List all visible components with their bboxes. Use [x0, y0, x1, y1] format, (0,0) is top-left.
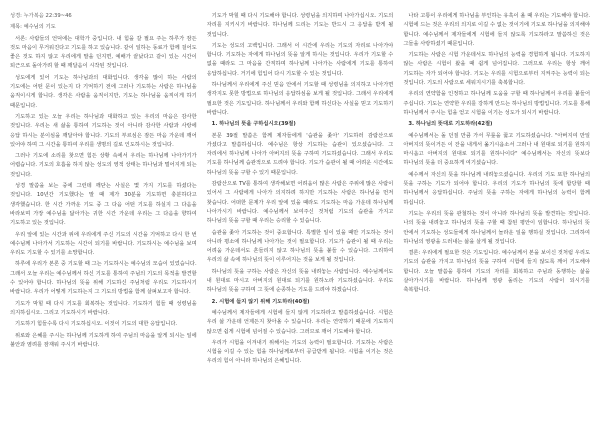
section-heading: 3. 하나님의 뜻대로 기도하라(42절) [408, 121, 493, 128]
paragraph: 위로와 은혜를 주시는 하나님께 기도하게 하여 주님의 마음을 알게 되시는 일에 불안과 염려를 잠재워 주시기 바랍니다. [10, 332, 197, 348]
paragraph: 감람산으로 TV를 통하여 생각해보면 어려움이 많은 사람은 주위에 많은 사람이 있어서 그 사람에게 나아가 의지하려 하지만 기도하는 사람은 하나님을 먼저 찾습니다. 어떠한 문제가 우리 앞에 있을 때라도 기도하는 마음 가운데 하나님께 나아가시기 바랍니다. 예수님께서 보여주신 것처럼 기도의 습관을 가지고 하나님의 뜻을 구할 때 우리는 승리할 수 있습니다. [206, 181, 394, 225]
paragraph: 하나님의 뜻을 구하는 사람은 자신의 뜻을 내려놓는 사람입니다. 예수님께서도 내 원대로 마시고 아버지의 원대로 되기를 원하노라 기도하셨습니다. 우리도 하나님의 뜻을 구하며 그 뜻에 순종하는 기도를 드려야 하겠습니다. [206, 268, 394, 294]
paragraph: 습관을 좇아 기도하는 것이 중요합니다. 특별한 일이 있을 때만 기도하는 것이 아니라 평소에 하나님께 나아가는 것이 필요합니다. 기도가 습관이 될 때 우리는 어려움 가운데서도 흔들리지 않고 하나님의 뜻을 붙들 수 있습니다. 그리하여 우리의 삶 속에 하나님의 뜻이 이루어지는 것을 보게 될 것입니다. [206, 229, 394, 264]
paragraph: 예수께서 자신의 뜻을 하나님께 내려놓으셨습니다. 우리의 기도 또한 하나님의 뜻을 구하는 기도가 되어야 합니다. 우리의 기도가 하나님의 뜻에 합당할 때 하나님께서 응답하십니다. 주님의 뜻을 구하는 자에게 하나님의 능력이 함께 하십니다. [403, 171, 591, 206]
column-body [10, 35, 197, 351]
column-body [403, 12, 590, 296]
paragraph: 기도가 막힐 때 다시 기도를 회복하는 것입니다. 기도하기 힘들 때 성령님을 의지하십시오. 그리고 기도하시기 바랍니다. [10, 300, 197, 316]
text-column-2 [207, 12, 394, 418]
paragraph: 나타 고통이 우리에게 하나님을 부인하는 유혹이 올 때 우리는 기도해야 합니다. 시험에 드는 것은 우리의 의지로 이길 수 없는 것이기에 기도로 하나님을 의지해야 합니다. 예수님께서 제자들에게 시험에 들지 않도록 기도하라고 말씀하신 것은 그들을 사랑하셨기 때문입니다. [403, 13, 591, 47]
paragraph: 우리 앞에 있는 시간과 위에 우리에게 주신 기도의 시간을 기억하고 다시 한 번 예수님께 나아가서 기도하는 시간이 되기를 바랍니다. 기도하시는 예수님을 보며 우리도 기도할 수 있기를 소망합니다. [10, 231, 197, 257]
text-column-1 [10, 12, 197, 418]
paragraph: 우리가 시험을 이겨내기 위해서는 기도의 능력이 필요합니다. 기도하는 사람은 시험을 이길 수 있는 힘을 하나님께로부터 공급받게 됩니다. 시험을 이기는 것은 우리의 힘이 아니라 하나님의 은혜입니다. [206, 339, 394, 365]
paragraph: 결론: 우리에게 필요한 것은 기도입니다. 예수님께서 본을 보이신 것처럼 우리도 기도의 습관을 가지고 하나님의 뜻을 구하며 시험에 들지 않도록 깨어 기도해야 합니다. 오늘 말씀을 통하여 기도의 자리를 회복하고 주님과 동행하는 삶을 살아가시기를 바랍니다. 하나님께 영광 돌리는 기도의 사람이 되시기를 축복합니다. [403, 250, 591, 294]
text-column-3 [403, 12, 590, 418]
paragraph: 하루에 우리가 본론 중 기도할 때 그는 기도하시는 예수님의 모습이 있었습니다. 그래서 오늘 우리는 예수님께서 하신 기도를 통하여 주님의 기도의 목적을 발견할 수 있어야 합니다. 하나님의 뜻을 위해 기도하신 주님처럼 우리도 기도하시기 바랍니다. 우리가 어떻게 기도하는지 그 기도의 방법을 함께 살펴보고자 합니다. [10, 261, 197, 296]
paragraph: 기도하고 있는 오늘 우리는 하나님과 대화하고 있는 우리의 마음은 감사한 것입니다. 우리는 새 삶을 통하여 기도하는 것이 아니라 감사한 사람과 사랑에 응답 하시는 분이심을 깨달아야 합니다. 기도의 부르심은 잠든 마음 가운데 깨어 있어야 하며 그 시간을 통하여 우리를 생명의 길로 인도하시는 것입니다. [10, 113, 197, 148]
paragraph: 예수님께서 제자들에게 시험에 들지 않게 기도하라고 말씀하셨습니다. 시험은 우리 삶 가운데 언제든지 찾아올 수 있습니다. 우리는 연약하기 때문에 기도하지 않으면 쉽게 시험에 넘어질 수 있습니다. 그러므로 깨어 기도해야 합니다. [206, 309, 394, 335]
paragraph: 기도는 우리의 뜻을 관철하는 것이 아니라 하나님의 뜻을 발견하는 것입니다. 나의 뜻을 내려놓고 하나님의 뜻을 구할 때 참된 평안이 임합니다. 하나님의 뜻 안에서 기도하는 성도들에게 하나님께서 놀라운 일을 행하실 것입니다. 그리하여 하나님의 영광을 드러내는 삶을 살게 될 것입니다. [403, 210, 591, 245]
paragraph: 성도에게 있어 기도는 하나님과의 대화입니다. 생각을 많이 하는 사람의 기도에는 어떤 문이 있는지 다 기억하기 전에 그러나 기도하는 사람은 하나님을 움직이시게 합니다. 생각은 사람을 움직이지만, 기도는 하나님을 움직이게 하기 때문입니다. [10, 74, 197, 109]
paragraph: 기도는 성도의 고백입니다. 그래서 이 시간에 우리는 기도의 자리로 나아가야 합니다. 기도하는 자에게 하나님의 뜻을 알게 하시는 것입니다. 우리가 기도할 수 없을 때라도 그 마음을 간직하며 하나님께 나아가는 사람에게 기도를 통하여 응답하십니다. 거기에 힘입어 다시 기도할 수 있는 것입니다. [206, 42, 394, 77]
sermon-title: 제목: 예수님의 기도 [10, 24, 56, 31]
section-heading: 2. 시험에 들지 않기 위해 기도하라(40절) [211, 298, 310, 305]
section-heading: 1. 하나님의 뜻을 구하십시오(39절) [211, 121, 296, 128]
paragraph: 기도가 막힐 때 다시 기도해야 합니다. 성령님을 의지하며 나아가십시오. 기도의 자리를 지키시기 바랍니다. 하나님께 드리는 기도는 반드시 그 응답을 받게 될 것입니다. [206, 13, 394, 38]
paragraph: 본문 39절 말씀은 함께 제자들에게 '습관을 좇아' 기도하러 감람산으로 가셨다고 말씀하십니다. 예수님은 항상 기도하는 습관이 있으셨습니다. 그 자리에서 하나님께 나아가 아버지의 뜻을 구하며 기도하셨습니다. 그래서 우리도 기도를 하나님께 습관적으로 드려야 합니다. 기도가 습관이 될 때 어려운 시간에도 하나님의 뜻을 구할 수 있기 때문입니다. [206, 132, 394, 176]
paragraph: 하나님께서 우리에게 주신 믿음 안에서 기도할 때 성령님을 의지하고 나아가면 생각지도 못한 방법으로 하나님의 응답하심을 보게 될 것입니다. 그래서 우리에게 필요한 것은 기도입니다. 하나님께서 우리와 함께 하신다는 사실을 믿고 기도하기 바랍니다. [206, 82, 394, 116]
paragraph: 성경 말씀을 보는 중에 그런데 깨닫는 사실은 몇 가지 기도를 하셨다는 것입니다. 10년간 기도했다는 말 때 제가 30분을 기도하면 충분하다고 생각했습니다. 한 시간 가까운 기도 중 그 다음 어떤 기도를 하실지 그 다음을 바라보며 가장 예수님을 닮아가는 귀한 시간 가운데 우리는 그 다음을 향하여 기도하고 있는 것입니다. [10, 183, 197, 227]
paragraph: 기도하는 사람은 시험 가운데서도 하나님의 능력을 경험하게 됩니다. 기도하지 않는 사람은 시험이 왔을 때 쉽게 넘어집니다. 그러므로 우리는 항상 깨어 기도하는 자가 되어야 합니다. 기도는 우리를 시험으로부터 지켜주는 능력이 되는 것입니다. 기도의 사람으로 세워지시기를 축복합니다. [403, 52, 591, 87]
paragraph: 서론: 사람들의 언덕에는 대학가 중입니다. 내 힘을 갈 필요 주는 하루가 잠든 것도 마음이 무거워진다고 기도를 하고 있습니다. 같이 일하는 동료가 함께 걸어도 좋은 것도 하지 않고 우리에게 말을 던지면, 예배가 끝났다고 같이 있는 시간이 퇴근으로 돌아가려 할 때 깨달음이 시작된 것입니다. [10, 35, 197, 70]
paragraph: 기도하기 힘들수록 다시 기도하십시오. 이것이 기도의 대한 응답입니다. [15, 321, 178, 328]
paragraph: 우리의 연약함을 인정하고 하나님께 도움을 구할 때 하나님께서 우리를 붙들어 주십니다. 기도는 연약한 우리를 강하게 만드는 하나님의 방법입니다. 기도를 통해 하나님께서 주시는 힘을 얻고 시험을 이기는 성도가 되시기 바랍니다. [403, 91, 591, 116]
column-body [207, 12, 394, 367]
paragraph: 그러나 기도에 소리를 찾으면 힘든 상황 속에서 우리는 하나님께 나아가기가 어렵습니다. 기도의 호흡을 하지 않는 성도의 영적 상태는 하나님과 멀어지게 되는 것입니다. [10, 153, 197, 178]
scripture-reference: 성경: 누가복음 22:39~46 [10, 13, 72, 19]
paragraph: 예수님께서는 돌 던질 만큼 가서 무릎을 꿇고 기도하셨습니다. "아버지여 만일 아버지의 뜻이거든 이 잔을 내게서 옮기시옵소서 그러나 내 원대로 되기를 원하지 마시옵고 아버지의 원대로 되기를 원하나이다" 예수님께서는 자신의 뜻보다 하나님의 뜻을 더 중요하게 여기셨습니다. [403, 132, 591, 167]
